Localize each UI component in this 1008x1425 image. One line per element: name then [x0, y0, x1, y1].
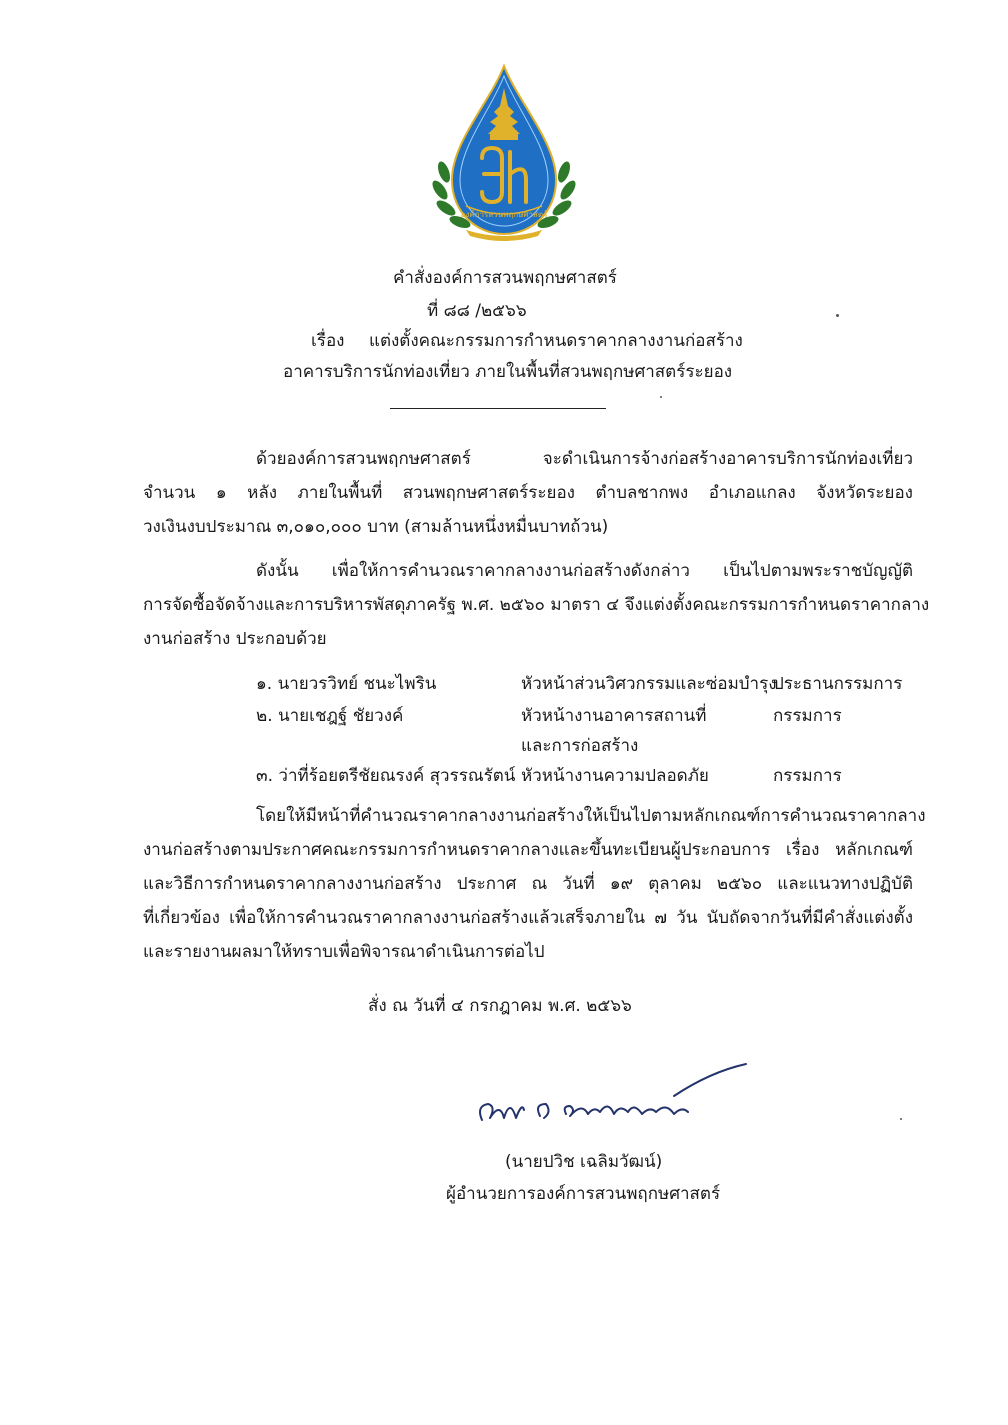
- paragraph-line: วงเงินงบประมาณ ๓,๐๑๐,๐๐๐ บาท (สามล้านหนึ่งหมื่นบาทถ้วน): [143, 517, 609, 537]
- scan-speck: [900, 1118, 902, 1120]
- member-role: กรรมการ: [773, 766, 842, 786]
- signatory-title: ผู้อำนวยการองค์การสวนพฤกษศาสตร์: [446, 1184, 721, 1204]
- member-name: ๒. นายเชฎฐ์ ชัยวงค์: [256, 706, 404, 726]
- paragraph-line: งานก่อสร้าง ประกอบด้วย: [143, 629, 327, 649]
- paragraph-line: โดยให้มีหน้าที่คำนวณราคากลางงานก่อสร้างให้เป็นไปตามหลักเกณฑ์การคำนวณราคากลาง: [256, 806, 926, 826]
- scan-speck: [660, 396, 662, 398]
- member-role: กรรมการ: [773, 706, 842, 726]
- paragraph-line: จำนวน ๑ หลัง ภายในพื้นที่ สวนพฤกษศาสตร์ระยอง ตำบลชากพง อำเภอแกลง จังหวัดระยอง: [143, 483, 913, 503]
- paragraph-line: ด้วยองค์การสวนพฤกษศาสตร์ จะดำเนินการจ้างก่อสร้างอาคารบริการนักท่องเที่ยว: [256, 449, 913, 469]
- paragraph-1: [143, 442, 913, 544]
- subject-line-1: แต่งตั้งคณะกรรมการกำหนดราคากลางงานก่อสร้าง: [369, 331, 743, 351]
- paragraph-2: [143, 554, 930, 656]
- member-name: ๓. ว่าที่ร้อยตรีชัยณรงค์ สุวรรณรัตน์: [256, 766, 516, 786]
- member-role: ประธานกรรมการ: [773, 674, 903, 694]
- member-position: หัวหน้างานความปลอดภัย: [521, 766, 709, 786]
- paragraph-3: [143, 799, 926, 969]
- paragraph-line: ที่เกี่ยวข้อง เพื่อให้การคำนวณราคากลางงานก่อสร้างแล้วเสร็จภายใน ๗ วัน นับถัดจากวันที่มีคำสั่งแต่งตั้ง: [143, 908, 913, 928]
- document-title: คำสั่งองค์การสวนพฤกษศาสตร์: [393, 268, 617, 288]
- member-name: ๑. นายวรวิทย์ ชนะไพริน: [256, 674, 437, 694]
- paragraph-line: ดังนั้น เพื่อให้การคำนวณราคากลางงานก่อสร้างดังกล่าว เป็นไปตามพระราชบัญญัติ: [256, 561, 913, 581]
- scan-speck: [836, 314, 839, 317]
- logo-text: องค์การสวนพฤกษศาสตร์: [460, 210, 548, 219]
- paragraph-line: งานก่อสร้างตามประกาศคณะกรรมการกำหนดราคากลางและขึ้นทะเบียนผู้ประกอบการ เรื่อง หลักเกณฑ์: [143, 840, 913, 860]
- member-position-cont: และการก่อสร้าง: [521, 736, 639, 756]
- paragraph-line: และรายงานผลมาให้ทราบเพื่อพิจารณาดำเนินการต่อไป: [143, 942, 545, 962]
- member-position: หัวหน้าส่วนวิศวกรรมและซ่อมบำรุง: [521, 674, 777, 694]
- signatory-name: (นายปวิช เฉลิมวัฒน์): [505, 1152, 663, 1172]
- paragraph-line: การจัดซื้อจัดจ้างและการบริหารพัสดุภาครัฐ พ.ศ. ๒๕๖๐ มาตรา ๔ จึงแต่งตั้งคณะกรรมการกำหนดราคากลาง: [143, 595, 930, 615]
- organization-logo: [426, 62, 582, 242]
- paragraph-line: และวิธีการกำหนดราคากลางงานก่อสร้าง ประกาศ ณ วันที่ ๑๙ ตุลาคม ๒๕๖๐ และแนวทางปฏิบัติ: [143, 874, 913, 894]
- subject-line-2: อาคารบริการนักท่องเที่ยว ภายในพื้นที่สวนพฤกษศาสตร์ระยอง: [283, 362, 733, 382]
- order-date: สั่ง ณ วันที่ ๔ กรกฎาคม พ.ศ. ๒๕๖๖: [368, 996, 632, 1016]
- header-divider: [390, 408, 606, 409]
- subject-label: เรื่อง: [311, 331, 345, 351]
- handwritten-signature: [470, 1062, 760, 1142]
- member-position: หัวหน้างานอาคารสถานที่: [521, 706, 707, 726]
- document-number: ที่ ๘๘ /๒๕๖๖: [427, 301, 527, 321]
